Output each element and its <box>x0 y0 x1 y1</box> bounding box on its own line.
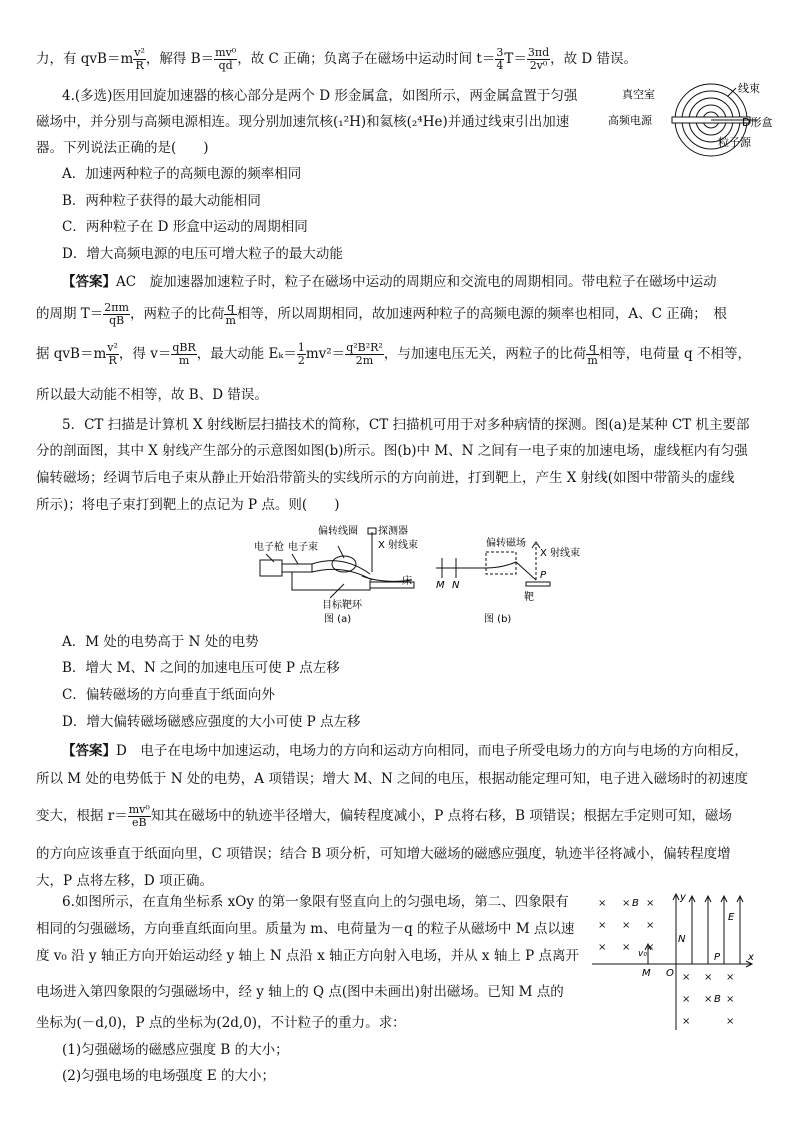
ct-figure-a <box>252 524 427 626</box>
text: ，故 C 正确；负离子在磁场中运动时间 t＝ <box>237 51 496 67</box>
q5-stem-line-4: 所示)；将电子束打到靶上的点记为 P 点。则( ) <box>36 497 340 513</box>
svg-text:×: × <box>682 994 691 1005</box>
q5-answer-line-4: 的方向应该垂直于纸面向里，C 项错误；结合 B 项分析，可知增大磁场的磁感应强度，轨迹半径将减小，偏转程度增 <box>36 846 731 862</box>
q5-option-a: A．M 处的电势高于 N 处的电势 <box>62 634 259 650</box>
ring-label: 目标靶环 <box>322 600 362 611</box>
text: 知其在磁场中的轨迹半径增大，偏转程度减小，P 点将右移，B 项错误；根据左手定则可知，磁场 <box>150 808 732 824</box>
text: D 电子在电场中加速运动，电场力的方向和运动方向相同，而电子所受电场力的方向与电场的方向相反， <box>116 743 748 759</box>
xray-b-label: X 射线束 <box>540 548 581 559</box>
text: ，两粒子的比荷 <box>129 306 225 322</box>
source-label: 粒子源 <box>718 136 751 149</box>
den: 2v⁰ <box>529 59 548 72</box>
coordinate-figure <box>592 890 758 1036</box>
den: R <box>135 59 144 72</box>
den: 4 <box>496 59 504 72</box>
svg-text:×: × <box>646 898 655 909</box>
fraction <box>128 804 151 829</box>
den: R <box>108 354 117 367</box>
p-label: P <box>540 570 547 581</box>
text: ，故 D 错误。 <box>550 51 638 67</box>
svg-text:×: × <box>726 972 735 983</box>
q6-stem-line-5: 坐标为(－d,0)，P 点的坐标为(2d,0)，不计粒子的重力。求： <box>36 1015 406 1031</box>
num: qBR <box>172 341 196 354</box>
q6-stem-line-1: 6.如图所示，在直角坐标系 xOy 的第一象限有竖直向上的匀强电场，第二、四象限有 <box>62 894 569 910</box>
fraction <box>171 342 196 367</box>
b-label-q4: B <box>714 994 721 1005</box>
q4-answer-line-3 <box>36 342 751 367</box>
q5-answer-line-1 <box>62 741 748 761</box>
caption-b: 图 (b) <box>484 614 512 625</box>
q4-stem-line-2: 磁场中，并分别与高频电源相连。现分别加速氘核(₁²H)和氦核(₂⁴He)并通过线束引出加速 <box>36 114 570 130</box>
cyclotron-figure <box>608 78 778 158</box>
gun-label: 电子枪 <box>254 542 284 553</box>
q4-option-d: D．增大高频电源的电压可增大粒子的最大动能 <box>62 246 343 262</box>
xray-label: X 射线束 <box>378 540 419 551</box>
q5-stem-line-3: 偏转磁场；经调节后电子束从静止开始沿带箭头的实线所示的方向前进，打到靶上，产生 X 射线(如图中带箭头的虚线 <box>36 470 735 486</box>
answer-tag: 【答案】 <box>62 274 116 290</box>
fraction <box>586 342 598 367</box>
svg-text:×: × <box>682 1016 691 1027</box>
n-point-label: N <box>678 934 686 945</box>
p-point-label: P <box>714 952 721 963</box>
num: q <box>224 302 236 315</box>
text: mv²＝ <box>305 346 346 362</box>
text: 的周期 T＝ <box>36 306 104 322</box>
fraction <box>214 47 237 72</box>
q5-answer-line-2: 所以 M 处的电势低于 N 处的电势，A 项错误；增大 M、N 之间的电压，根据动能定理可知，电子进入磁场时的初速度 <box>36 771 749 787</box>
q6-stem-line-3: 度 v₀ 沿 y 轴正方向开始运动经 y 轴上 N 点沿 x 轴正方向射入电场，并从 x 轴上 P 点离开 <box>36 948 579 964</box>
text: 据 qvB＝m <box>36 346 107 362</box>
q4-answer-line-2 <box>36 302 727 327</box>
text: ，与加速电压无关，两粒子的比荷 <box>383 346 587 362</box>
den: m <box>225 314 236 327</box>
svg-text:×: × <box>622 898 631 909</box>
den: qd <box>218 59 233 72</box>
fraction <box>495 47 504 72</box>
q6-sub-1: (1)匀强磁场的磁感应强度 B 的大小； <box>62 1042 289 1058</box>
fraction <box>103 302 130 327</box>
v0-label: v₀ <box>638 949 647 959</box>
fraction <box>527 47 550 72</box>
num: q²B²R² <box>346 341 383 354</box>
text: ，解得 B＝ <box>145 51 215 67</box>
q6-sub-2: (2)匀强电场的电场强度 E 的大小； <box>62 1068 276 1084</box>
svg-text:×: × <box>704 994 713 1005</box>
bed-label: 床 <box>402 576 412 587</box>
q6-stem-line-4: 电场进入第四象限的匀强磁场中，经 y 轴上的 Q 点(图中未画出)射出磁场。已知 M 点的 <box>36 984 564 1000</box>
q3-conclusion-line <box>36 47 637 72</box>
den: qB <box>109 314 125 327</box>
fraction <box>106 342 119 367</box>
q5-option-c: C．偏转磁场的方向垂直于纸面向外 <box>62 687 275 703</box>
svg-text:×: × <box>598 942 607 953</box>
q4-option-c: C．两种粒子在 D 形盒中运动的周期相同 <box>62 219 308 235</box>
q4-option-a: A．加速两种粒子的高频电源的频率相同 <box>62 166 302 182</box>
q4-option-b: B．两种粒子获得的最大动能相同 <box>62 193 261 209</box>
q5-stem-line-2: 分的剖面图，其中 X 射线产生部分的示意图如图(b)所示。图(b)中 M、N 之间有一电子束的加速电场，虚线框内有匀强 <box>36 443 748 459</box>
den: eB <box>131 816 147 829</box>
num: 3πd <box>527 46 550 59</box>
num: q <box>586 342 598 355</box>
num: mv⁰ <box>215 46 237 59</box>
beam-label: 电子束 <box>288 542 318 553</box>
q4-answer-line-4: 所以最大动能不相等，故 B、D 错误。 <box>36 387 268 403</box>
q4-answer-line-1 <box>62 272 717 292</box>
q4-stem-line-1: 4.(多选)医用回旋加速器的核心部分是两个 D 形金属盒，如图所示，两金属盒置于匀强 <box>62 88 578 104</box>
n-label: N <box>452 580 460 591</box>
text: ，最大动能 Eₖ＝ <box>196 346 297 362</box>
y-axis-label: y <box>680 892 686 903</box>
b-label-q2: B <box>632 898 639 909</box>
beam-label: 线束 <box>738 82 760 95</box>
coil-label: 偏转线圈 <box>318 526 358 537</box>
text: 力，有 qvB＝m <box>36 51 134 67</box>
svg-text:×: × <box>726 1016 735 1027</box>
q5-answer-line-5: 大，P 点将左移，D 项正确。 <box>36 873 213 889</box>
power-label: 高频电源 <box>608 114 652 127</box>
num: v² <box>107 341 118 354</box>
dbox-label: D形盒 <box>742 116 773 129</box>
svg-text:×: × <box>646 920 655 931</box>
detector-label: 探测器 <box>378 526 408 537</box>
num: 3 <box>496 46 504 59</box>
m-label: M <box>436 580 445 591</box>
q4-stem-line-3: 器。下列说法正确的是( ) <box>36 140 209 156</box>
m-point-label: M <box>642 968 651 979</box>
svg-text:×: × <box>622 942 631 953</box>
e-field-label: E <box>728 912 735 923</box>
den: m <box>587 354 598 367</box>
svg-text:×: × <box>704 972 713 983</box>
text: ，得 v＝ <box>118 346 172 362</box>
ct-figure-b <box>432 524 582 626</box>
fraction <box>297 342 306 367</box>
ct-machine-drawing <box>260 528 414 598</box>
fraction <box>345 342 384 367</box>
q5-stem-line-1: 5．CT 扫描是计算机 X 射线断层扫描技术的简称，CT 扫描机可用于对多种病情的探测。图(a)是某种 CT 机主要部 <box>62 417 750 433</box>
svg-text:×: × <box>622 920 631 931</box>
q5-option-b: B．增大 M、N 之间的加速电压可使 P 点左移 <box>62 660 340 676</box>
den: 2 <box>297 354 305 367</box>
text: 变大，根据 r＝ <box>36 808 128 824</box>
num: mv⁰ <box>128 803 150 816</box>
fraction <box>224 302 236 327</box>
fraction <box>133 47 146 72</box>
origin-label: O <box>666 968 674 979</box>
answer-tag: 【答案】 <box>62 743 116 759</box>
q6-stem-line-2: 相同的匀强磁场，方向垂直纸面向里。质量为 m、电荷量为－q 的粒子从磁场中 M 点以速 <box>36 921 575 937</box>
caption-a: 图 (a) <box>324 614 352 625</box>
q5-option-d: D．增大偏转磁场磁感应强度的大小可使 P 点左移 <box>62 714 361 730</box>
text: 相等，所以周期相同，故加速两种粒子的高频电源的频率也相同，A、C 正确； 根 <box>236 306 728 322</box>
svg-text:×: × <box>598 898 607 909</box>
field-label: 偏转磁场 <box>486 538 526 549</box>
target-label: 靶 <box>524 592 534 603</box>
vacuum-label: 真空室 <box>622 88 655 101</box>
x-axis-label: x <box>748 952 754 963</box>
text: 相等，电荷量 q 不相等， <box>598 346 751 362</box>
svg-text:×: × <box>646 942 655 953</box>
num: 2πm <box>104 301 129 314</box>
text: T＝ <box>504 51 527 67</box>
svg-text:×: × <box>726 994 735 1005</box>
text: AC 旋加速器加速粒子时，粒子在磁场中运动的周期应和交流电的周期相同。带电粒子在磁场中运动 <box>116 274 717 290</box>
svg-text:×: × <box>682 972 691 983</box>
num: v² <box>134 46 145 59</box>
q5-answer-line-3 <box>36 804 732 829</box>
den: m <box>178 354 190 367</box>
num: 1 <box>297 341 305 354</box>
den: 2m <box>355 354 374 367</box>
svg-text:×: × <box>598 920 607 931</box>
